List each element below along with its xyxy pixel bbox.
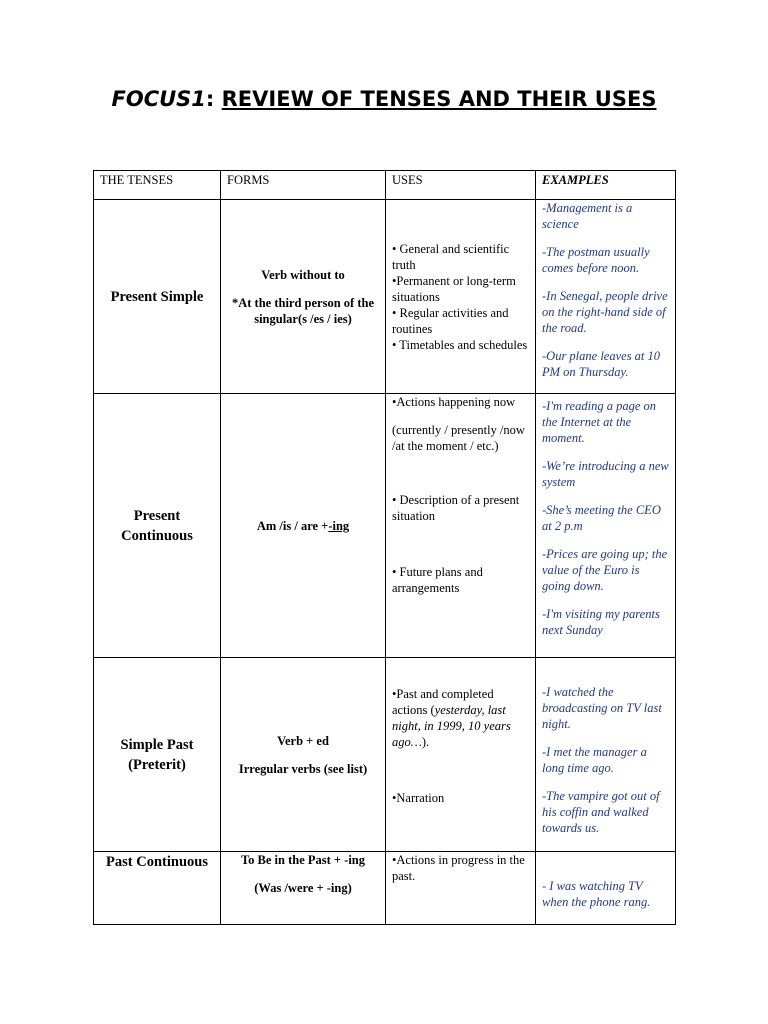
- page-title: [94, 86, 674, 112]
- use-item: (currently / presently /now /at the moment / etc.): [392, 423, 525, 453]
- header-forms: FORMS: [227, 173, 270, 187]
- use-item: • General and scientific truth: [392, 241, 510, 272]
- examples-cell: [536, 394, 676, 658]
- use-item: [392, 686, 531, 750]
- use-text: ).: [421, 735, 430, 749]
- title-colon: :: [205, 87, 215, 111]
- uses-cell: [386, 658, 536, 852]
- tense-past-continuous: Past Continuous: [94, 852, 221, 925]
- tense-present-continuous: Present Continuous: [94, 394, 221, 658]
- table-header-row: [94, 171, 676, 200]
- example-item: -Our plane leaves at 10 PM on Thursday.: [542, 349, 661, 379]
- table-row: [94, 658, 676, 852]
- use-item: • Description of a present situation: [392, 493, 520, 523]
- use-text-italic: yesterday, last night, in 1999, 10 years ago…: [392, 703, 511, 749]
- form-ing: -ing: [328, 518, 350, 533]
- example-item: -She’s meeting the CEO at 2 p.m: [542, 503, 661, 533]
- use-item: • Timetables and schedules: [392, 337, 528, 352]
- form-line: (Was /were + -ing): [254, 881, 352, 895]
- uses-cell: [386, 394, 536, 658]
- examples-cell: [536, 200, 676, 394]
- header-tenses: THE TENSES: [100, 173, 174, 187]
- forms-cell: [221, 200, 386, 394]
- header-uses: USES: [392, 173, 423, 187]
- table-row: [94, 394, 676, 658]
- forms-cell: [221, 852, 386, 925]
- form-line: Irregular verbs (see list): [238, 761, 368, 776]
- example-item: -We’re introducing a new system: [542, 459, 669, 489]
- examples-cell: [536, 658, 676, 852]
- example-item: -Management is a science: [542, 201, 633, 231]
- examples-cell: [536, 852, 676, 925]
- title-focus: FOCUS1: [111, 87, 206, 111]
- tense-present-simple: Present Simple: [94, 200, 221, 394]
- example-item: -I met the manager a long time ago.: [542, 745, 647, 775]
- forms-cell: [221, 394, 386, 658]
- uses-cell: [386, 852, 536, 925]
- example-item: -The postman usually comes before noon.: [542, 245, 650, 275]
- header-examples: EXAMPLES: [542, 173, 609, 187]
- use-item: •Narration: [392, 791, 445, 805]
- example-item: -Prices are going up; the value of the Euro is going down.: [542, 547, 668, 593]
- form-line: Verb without to: [261, 267, 345, 282]
- example-item: - I was watching TV when the phone rang.: [542, 879, 651, 909]
- form-line: Am /is / are +: [256, 518, 329, 533]
- example-item: -In Senegal, people drive on the right-hand side of the road.: [542, 289, 668, 335]
- uses-cell: [386, 200, 536, 394]
- example-item: -I watched the broadcasting on TV last night.: [542, 685, 662, 731]
- use-item: •Permanent or long-term situations: [392, 273, 516, 304]
- forms-cell: [221, 658, 386, 852]
- table-row: [94, 200, 676, 394]
- form-line: To Be in the Past + -ing: [240, 853, 366, 867]
- use-item: • Future plans and arrangements: [392, 565, 483, 595]
- use-item: •Actions happening now: [392, 395, 516, 409]
- title-main: REVIEW OF TENSES AND THEIR USES: [221, 87, 657, 111]
- use-item: • Regular activities and routines: [392, 305, 509, 336]
- example-item: -The vampire got out of his coffin and walked towards us.: [542, 789, 660, 835]
- form-line: *At the third person of the singular(s /es / ies): [231, 295, 374, 326]
- example-item: -I'm reading a page on the Internet at the moment.: [542, 399, 656, 445]
- tense-simple-past: Simple Past (Preterit): [94, 658, 221, 852]
- tenses-table: [93, 170, 676, 925]
- use-item: •Actions in progress in the past.: [392, 853, 525, 883]
- use-text: •Past and completed actions (: [392, 687, 494, 717]
- form-line: Verb + ed: [277, 733, 329, 748]
- table-row: [94, 852, 676, 925]
- example-item: -I'm visiting my parents next Sunday: [542, 607, 660, 637]
